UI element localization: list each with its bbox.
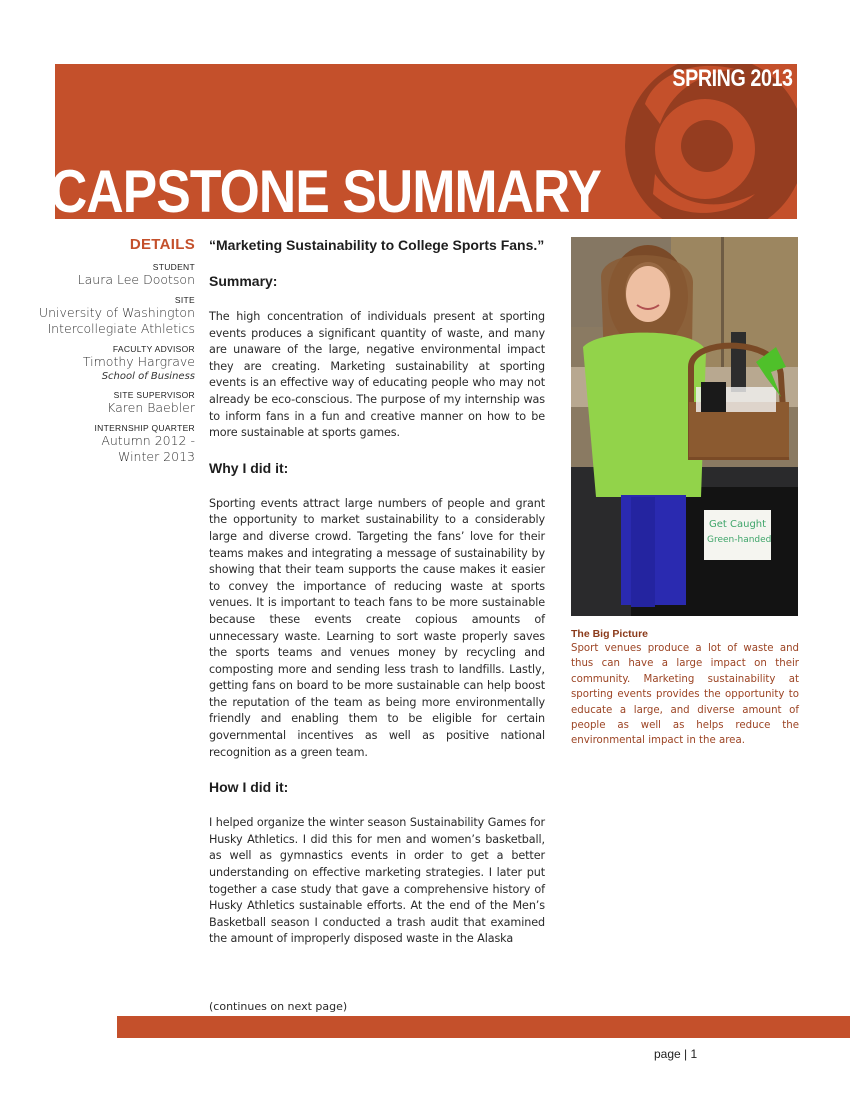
continues-note: (continues on next page) [209, 1000, 348, 1013]
section-body-summary: The high concentration of individuals present at sporting events produces a significant quantity of waste, and many are unaware of the large, negative environmental impact they are creating. Marketing sustainability at sporting events is an effective way of educating people who may not already be eco-conscious. The purpose of my internship was to inform fans in a fun and creative manner on how to be more sustainable at sports games. [209, 310, 545, 440]
section-body-how: I helped organize the winter season Sustainability Games for Husky Athletics. I did this for men and women’s basketball, as well as gymnastics events in order to get a better understanding on effective marketing strategies. I later put together a case study that gave a comprehensive history of Husky Athletics sustainable efforts. At the end of the Men’s Basketball season I conducted a trash audit that examined the amount of improperly disposed waste in the Alaska [209, 816, 545, 946]
detail-value-internship-quarter: Autumn 2012 - [101, 433, 195, 448]
caption-text: Sport venues produce a lot of waste and thus can have a large impact on their community. Marketing sustainability at sporting events provides the opportunity to educate a large, and diverse amount of people as well as helps reduce the environmental impact in the area. [571, 643, 799, 747]
detail-sub-faculty-advisor: School of Business [101, 371, 195, 382]
page-number: page | 1 [654, 1047, 698, 1061]
detail-label-internship-quarter: INTERNSHIP QUARTER [94, 423, 195, 433]
detail-value-faculty-advisor: Timothy Hargrave [82, 354, 195, 369]
detail-label-site: SITE [174, 295, 195, 305]
details-heading: DETAILS [129, 236, 195, 253]
caption-title: The Big Picture [571, 628, 649, 640]
section-heading-why: Why I did it: [209, 459, 289, 476]
photo-illustration [571, 237, 798, 616]
detail-label-faculty-advisor: FACULTY ADVISOR [112, 344, 195, 354]
sign-text-line2: Green-handed [707, 535, 772, 545]
section-heading-how: How I did it: [209, 779, 289, 796]
detail-value-site: University of Washington [38, 305, 195, 320]
detail-value-internship-quarter-line2: Winter 2013 [118, 449, 195, 464]
sign-text-line1: Get Caught [709, 519, 767, 530]
article-title: “Marketing Sustainability to College Sports Fans.” [209, 237, 545, 253]
season-label: SPRING 2013 [672, 65, 793, 92]
section-heading-summary: Summary: [209, 273, 278, 289]
student-photo [571, 237, 798, 616]
detail-value-site-supervisor: Karen Baebler [107, 400, 195, 415]
detail-label-student: STUDENT [152, 262, 195, 272]
section-body-why: Sporting events attract large numbers of people and grant the opportunity to market sustainability to a considerably large and diverse crowd. Targeting the fans’ love for their teams makes and integrating a message of sustainability by showing that their team supports the cause makes it easier to convey the importance of reducing waste at sports venues. It is important to teach fans to be more sustainable because these events create copious amounts of unnecessary waste. Learning to sort waste properly saves the sports teams and venues money by recycling and composting more and sending less trash to landfills. Lastly, getting fans on board to be more sustainable can help boost the reputation of the team as being more environmentally friendly and enabling them to be eligible for certain governmental incentives as well as positive national recognition as a green team. [209, 496, 545, 759]
detail-value-site-line2: Intercollegiate Athletics [47, 321, 195, 336]
photo-caption [571, 627, 799, 749]
footer-bar [117, 1016, 850, 1038]
detail-label-site-supervisor: SITE SUPERVISOR [113, 390, 195, 400]
page-title: CAPSTONE SUMMARY [50, 158, 602, 225]
details-sidebar [30, 236, 195, 465]
detail-value-student: Laura Lee Dootson [77, 272, 195, 287]
article-body [209, 236, 545, 948]
